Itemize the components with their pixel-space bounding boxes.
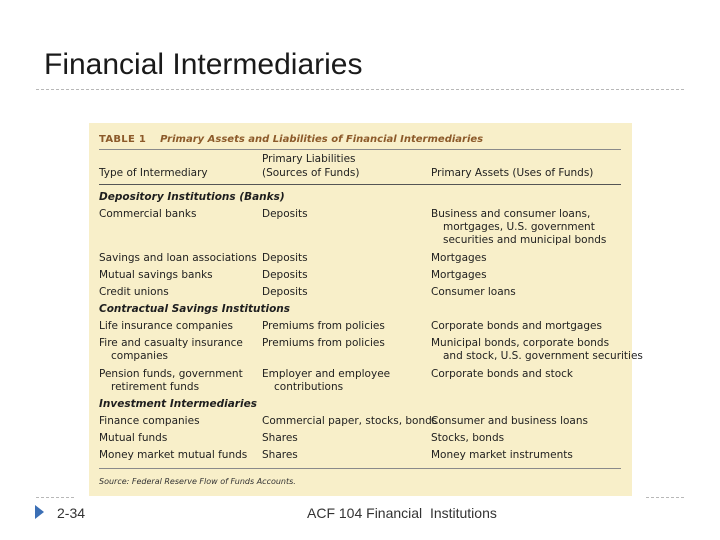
slide-title: Financial Intermediaries <box>44 48 363 81</box>
table-cell-type: Credit unions <box>99 286 169 298</box>
header-assets: Primary Assets (Uses of Funds) <box>431 167 594 179</box>
table-cell-liab: Deposits <box>262 269 308 281</box>
table-cell-asset: Business and consumer loans, <box>431 208 591 220</box>
table-cell-type: Pension funds, government <box>99 368 243 380</box>
header-rule <box>99 184 621 185</box>
table-cell-asset: Corporate bonds and stock <box>431 368 574 380</box>
table-source: Source: Federal Reserve Flow of Funds Accounts. <box>99 477 296 486</box>
table-cell-liab: Employer and employee <box>262 368 391 380</box>
table-cell-liab: Commercial paper, stocks, bonds <box>262 415 438 427</box>
table-cell-type: Finance companies <box>99 415 200 427</box>
footer-divider-right <box>646 497 684 498</box>
table-cell-type: Commercial banks <box>99 208 197 220</box>
header-type: Type of Intermediary <box>99 167 208 179</box>
table-cell-liab: contributions <box>274 381 344 393</box>
table-cell-asset: Mortgages <box>431 269 487 281</box>
heading-rule <box>99 149 621 150</box>
table-cell-asset: and stock, U.S. government securities <box>443 350 643 362</box>
table-cell-liab: Shares <box>262 449 298 461</box>
table-cell-asset: Consumer loans <box>431 286 516 298</box>
table-cell-liab: Shares <box>262 432 298 444</box>
table-cell-asset: securities and municipal bonds <box>443 234 607 246</box>
section-heading: Investment Intermediaries <box>99 398 257 410</box>
footer-rule <box>99 468 621 469</box>
table-cell-type: retirement funds <box>111 381 200 393</box>
section-heading: Depository Institutions (Banks) <box>99 191 285 203</box>
table-cell-type: Mutual savings banks <box>99 269 213 281</box>
table-cell-asset: Corporate bonds and mortgages <box>431 320 602 332</box>
table-cell-type: Life insurance companies <box>99 320 233 332</box>
section-heading: Contractual Savings Institutions <box>99 303 291 315</box>
header-liabilities-line1: Primary Liabilities <box>262 153 356 165</box>
table-cell-asset: Mortgages <box>431 252 487 264</box>
table-heading <box>99 133 483 146</box>
table-label: TABLE 1 <box>99 134 147 145</box>
title-divider <box>36 89 684 90</box>
table-cell-liab: Premiums from policies <box>262 320 385 332</box>
table-cell-type: Savings and loan associations <box>99 252 257 264</box>
page-number: 2-34 <box>57 505 86 521</box>
course-footer: ACF 104 Financial Institutions <box>307 505 497 521</box>
table-cell-type: Mutual funds <box>99 432 168 444</box>
footer-divider-left <box>36 497 74 498</box>
table-cell-type: companies <box>111 350 169 362</box>
table-cell-asset: Stocks, bonds <box>431 432 505 444</box>
table-cell-asset: Money market instruments <box>431 449 573 461</box>
intermediaries-table <box>89 123 643 496</box>
table-cell-asset: mortgages, U.S. government <box>443 221 595 233</box>
arrow-icon <box>35 505 44 519</box>
table-cell-asset: Consumer and business loans <box>431 415 588 427</box>
table-cell-liab: Deposits <box>262 252 308 264</box>
table-cell-liab: Deposits <box>262 208 308 220</box>
table-cell-asset: Municipal bonds, corporate bonds <box>431 337 610 349</box>
table-title: Primary Assets and Liabilities of Financial Intermediaries <box>160 134 484 145</box>
table-cell-type: Money market mutual funds <box>99 449 248 461</box>
table-cell-liab: Premiums from policies <box>262 337 385 349</box>
header-liabilities-line2: (Sources of Funds) <box>262 167 360 179</box>
table-cell-liab: Deposits <box>262 286 308 298</box>
table-cell-type: Fire and casualty insurance <box>99 337 243 349</box>
